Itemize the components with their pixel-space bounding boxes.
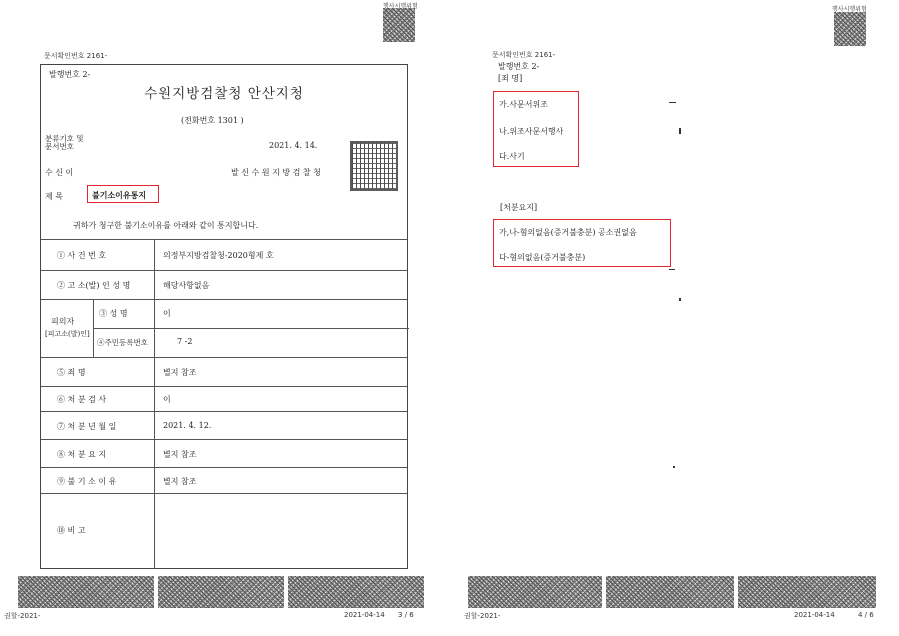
office-title: 수원지방검찰청 안산지청	[144, 86, 304, 102]
disposition-1: 가,나-혐의없음(증거불충분) 공소권없음	[499, 228, 637, 237]
row-value-6: 이	[163, 395, 171, 404]
redacted-block-1	[18, 576, 154, 608]
row-value-7: 2021. 4. 12.	[163, 421, 212, 430]
subject-label: 제 목	[45, 192, 63, 201]
row-value-5: 별지 참조	[163, 368, 197, 377]
row-label-2: ② 고 소(발) 인 성 명	[57, 281, 131, 290]
stamp-barcode-right	[834, 12, 866, 46]
recipient-label: 수 신 이	[45, 168, 74, 177]
disposition-2: 다-혐의없음(증거불충분)	[499, 253, 586, 262]
row-value-4: 7 -2	[177, 337, 193, 346]
official-seal	[350, 141, 398, 191]
row-value-8: 별지 참조	[163, 450, 197, 459]
row-label-8: ⑧ 처 분 요 지	[57, 450, 107, 459]
footer-date-2: 2021-04-14	[794, 611, 835, 619]
row-label-5: ⑤ 죄 명	[57, 368, 86, 377]
sender: 발 신 수 원 지 방 검 찰 청	[231, 168, 321, 177]
issue-number-right: 발행번호 2-	[498, 62, 540, 71]
charges-header: [죄 명]	[498, 74, 523, 83]
notice-text: 귀하가 청구한 불기소이유를 아래와 같이 통지합니다.	[73, 221, 259, 230]
row-value-9: 별지 참조	[163, 477, 197, 486]
row-label-7: ⑦ 처 분 년 월 일	[57, 422, 117, 431]
row-label-10: ⑩ 비 고	[57, 526, 86, 535]
notice-form	[40, 64, 408, 569]
row-value-3: 이	[163, 309, 171, 318]
charge-2: 나.위조사문서행사	[499, 127, 564, 136]
right-page	[454, 0, 899, 636]
row-label-9: ⑨ 불 기 소 이 유	[57, 477, 117, 486]
footer-date-1: 2021-04-14	[344, 611, 385, 619]
charge-3: 다.사기	[499, 152, 525, 161]
redacted-block-6	[738, 576, 876, 608]
stamp-label-right: 행사시행위험	[832, 6, 867, 13]
footer-page-2: 4 / 6	[858, 611, 874, 619]
footer-left-1: 권할-2021-	[4, 612, 41, 620]
row-label-3: ③ 성 명	[99, 309, 128, 318]
charge-1: 가.사문서위조	[499, 100, 548, 109]
row-value-1: 의정부지방검찰청-2020형제 호	[163, 251, 274, 260]
issue-date: 2021. 4. 14.	[269, 141, 318, 150]
redacted-block-2	[158, 576, 284, 608]
redacted-block-3	[288, 576, 424, 608]
doc-number-right: 문서확인번호 2161-	[492, 51, 556, 59]
row-label-1: ① 사 건 번 호	[57, 251, 107, 260]
footer-page-1: 3 / 6	[398, 611, 414, 619]
row-label-4: ④주민등록번호	[97, 338, 148, 347]
suspect-label: 피의자	[51, 317, 75, 326]
suspect-sub: [피고소(발)인]	[45, 330, 90, 338]
phone-number: (전화번호 1301 )	[181, 116, 244, 125]
subject: 불기소이유통지	[92, 190, 147, 200]
classification-label: 분류기호 및 문서번호	[45, 134, 84, 151]
footer-left-2: 권할-2021-	[464, 612, 501, 620]
doc-number-left: 문서확인번호 2161-	[44, 52, 108, 60]
redacted-block-4	[468, 576, 602, 608]
stamp-label-left: 행사시행위험	[383, 3, 418, 10]
row-label-6: ⑥ 처 분 검 사	[57, 395, 107, 404]
row-value-2: 해당사항없음	[163, 281, 210, 290]
issue-number: 발행번호 2-	[49, 70, 91, 79]
disposition-header: [처분요지]	[500, 203, 538, 212]
left-page	[0, 0, 440, 636]
stamp-barcode-left	[383, 8, 415, 42]
redacted-block-5	[606, 576, 734, 608]
